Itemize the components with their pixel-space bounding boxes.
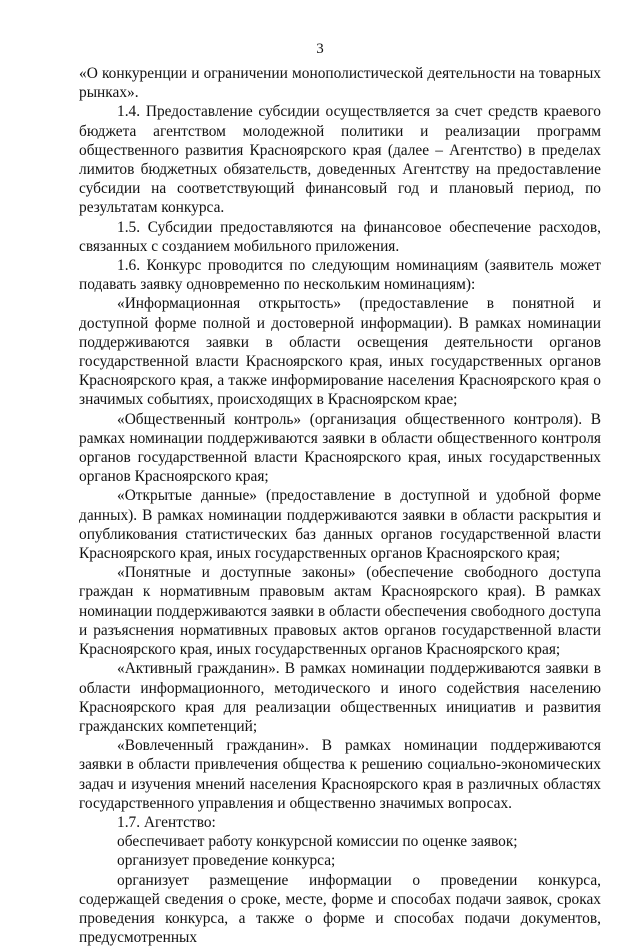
document-body bbox=[79, 64, 601, 947]
paragraph-1-7: 1.7. Агентство: bbox=[117, 813, 216, 831]
nomination-open-data: «Открытые данные» (предоставление в доступной и удобной форме данных). В рамках номинации поддерживаются заявки в области раскрытия и опубликования статистических баз данных органов государственной власти Красноярского края, иных государственных органов Красноярского края; bbox=[79, 487, 601, 563]
nomination-information-openness: «Информационная открытость» (предоставление в понятной и доступной форме полной и достоверной информации). В рамках номинации поддерживаются заявки в области освещения деятельности органов государственной власти Красноярского края, иных государственных органов Красноярского края, а также информирование населения Красноярского края о значимых событиях, происходящих в Красноярском крае; bbox=[79, 295, 601, 409]
paragraph-1-6: 1.6. Конкурс проводится по следующим номинациям (заявитель может подавать заявку одновременно по нескольким номинациям): bbox=[79, 257, 601, 294]
nomination-clear-laws: «Понятные и доступные законы» (обеспечение свободного доступа граждан к нормативным правовым актам Красноярского края). В рамках номинации поддерживаются заявки в области обеспечения свободного доступа и разъяснения нормативных правовых актов органов государственной власти Красноярского края, иных государственных органов Красноярского края; bbox=[79, 564, 601, 659]
page-number: 3 bbox=[316, 41, 324, 57]
nomination-public-control: «Общественный контроль» (организация общественного контроля). В рамках номинации поддерживаются заявки в области общественного контроля органов государственной власти Красноярского края, иных государственных органов Красноярского края; bbox=[79, 410, 601, 486]
nomination-active-citizen: «Активный гражданин». В рамках номинации поддерживаются заявки в области информационного, методического и иного содействия населению Красноярского края для реализации общественных инициатив и развития гражданских компетенций; bbox=[79, 660, 601, 735]
agency-duty-commission: обеспечивает работу конкурсной комиссии по оценке заявок; bbox=[117, 833, 518, 851]
nomination-engaged-citizen: «Вовлеченный гражданин». В рамках номинации поддерживаются заявки в области привлечения общества к решению социально-экономических задач и изучения мнений населения Красноярского края в различных областях государственного управления и общественно значимых вопросах. bbox=[79, 737, 601, 812]
paragraph-law-title-continuation: «О конкуренции и ограничении монополистической деятельности на товарных рынках». bbox=[79, 65, 601, 102]
agency-duty-organize-contest: организует проведение конкурса; bbox=[117, 852, 336, 870]
paragraph-1-4: 1.4. Предоставление субсидии осуществляется за счет средств краевого бюджета агентством молодежной политики и реализации программ общественного развития Красноярского края (далее – Агентство) в пределах лимитов бюджетных обязательств, доведенных Агентству на предоставление субсидии на соответствующий финансовый год и плановый период, по результатам конкурса. bbox=[79, 103, 601, 217]
paragraph-1-5: 1.5. Субсидии предоставляются на финансовое обеспечение расходов, связанных с созданием мобильного приложения. bbox=[79, 218, 601, 255]
agency-duty-publish-information: организует размещение информации о проведении конкурса, содержащей сведения о сроке, месте, форме и способах подачи заявок, сроках проведения конкурса, а также о форме и способах подачи документов, предусмотренных bbox=[79, 871, 601, 947]
